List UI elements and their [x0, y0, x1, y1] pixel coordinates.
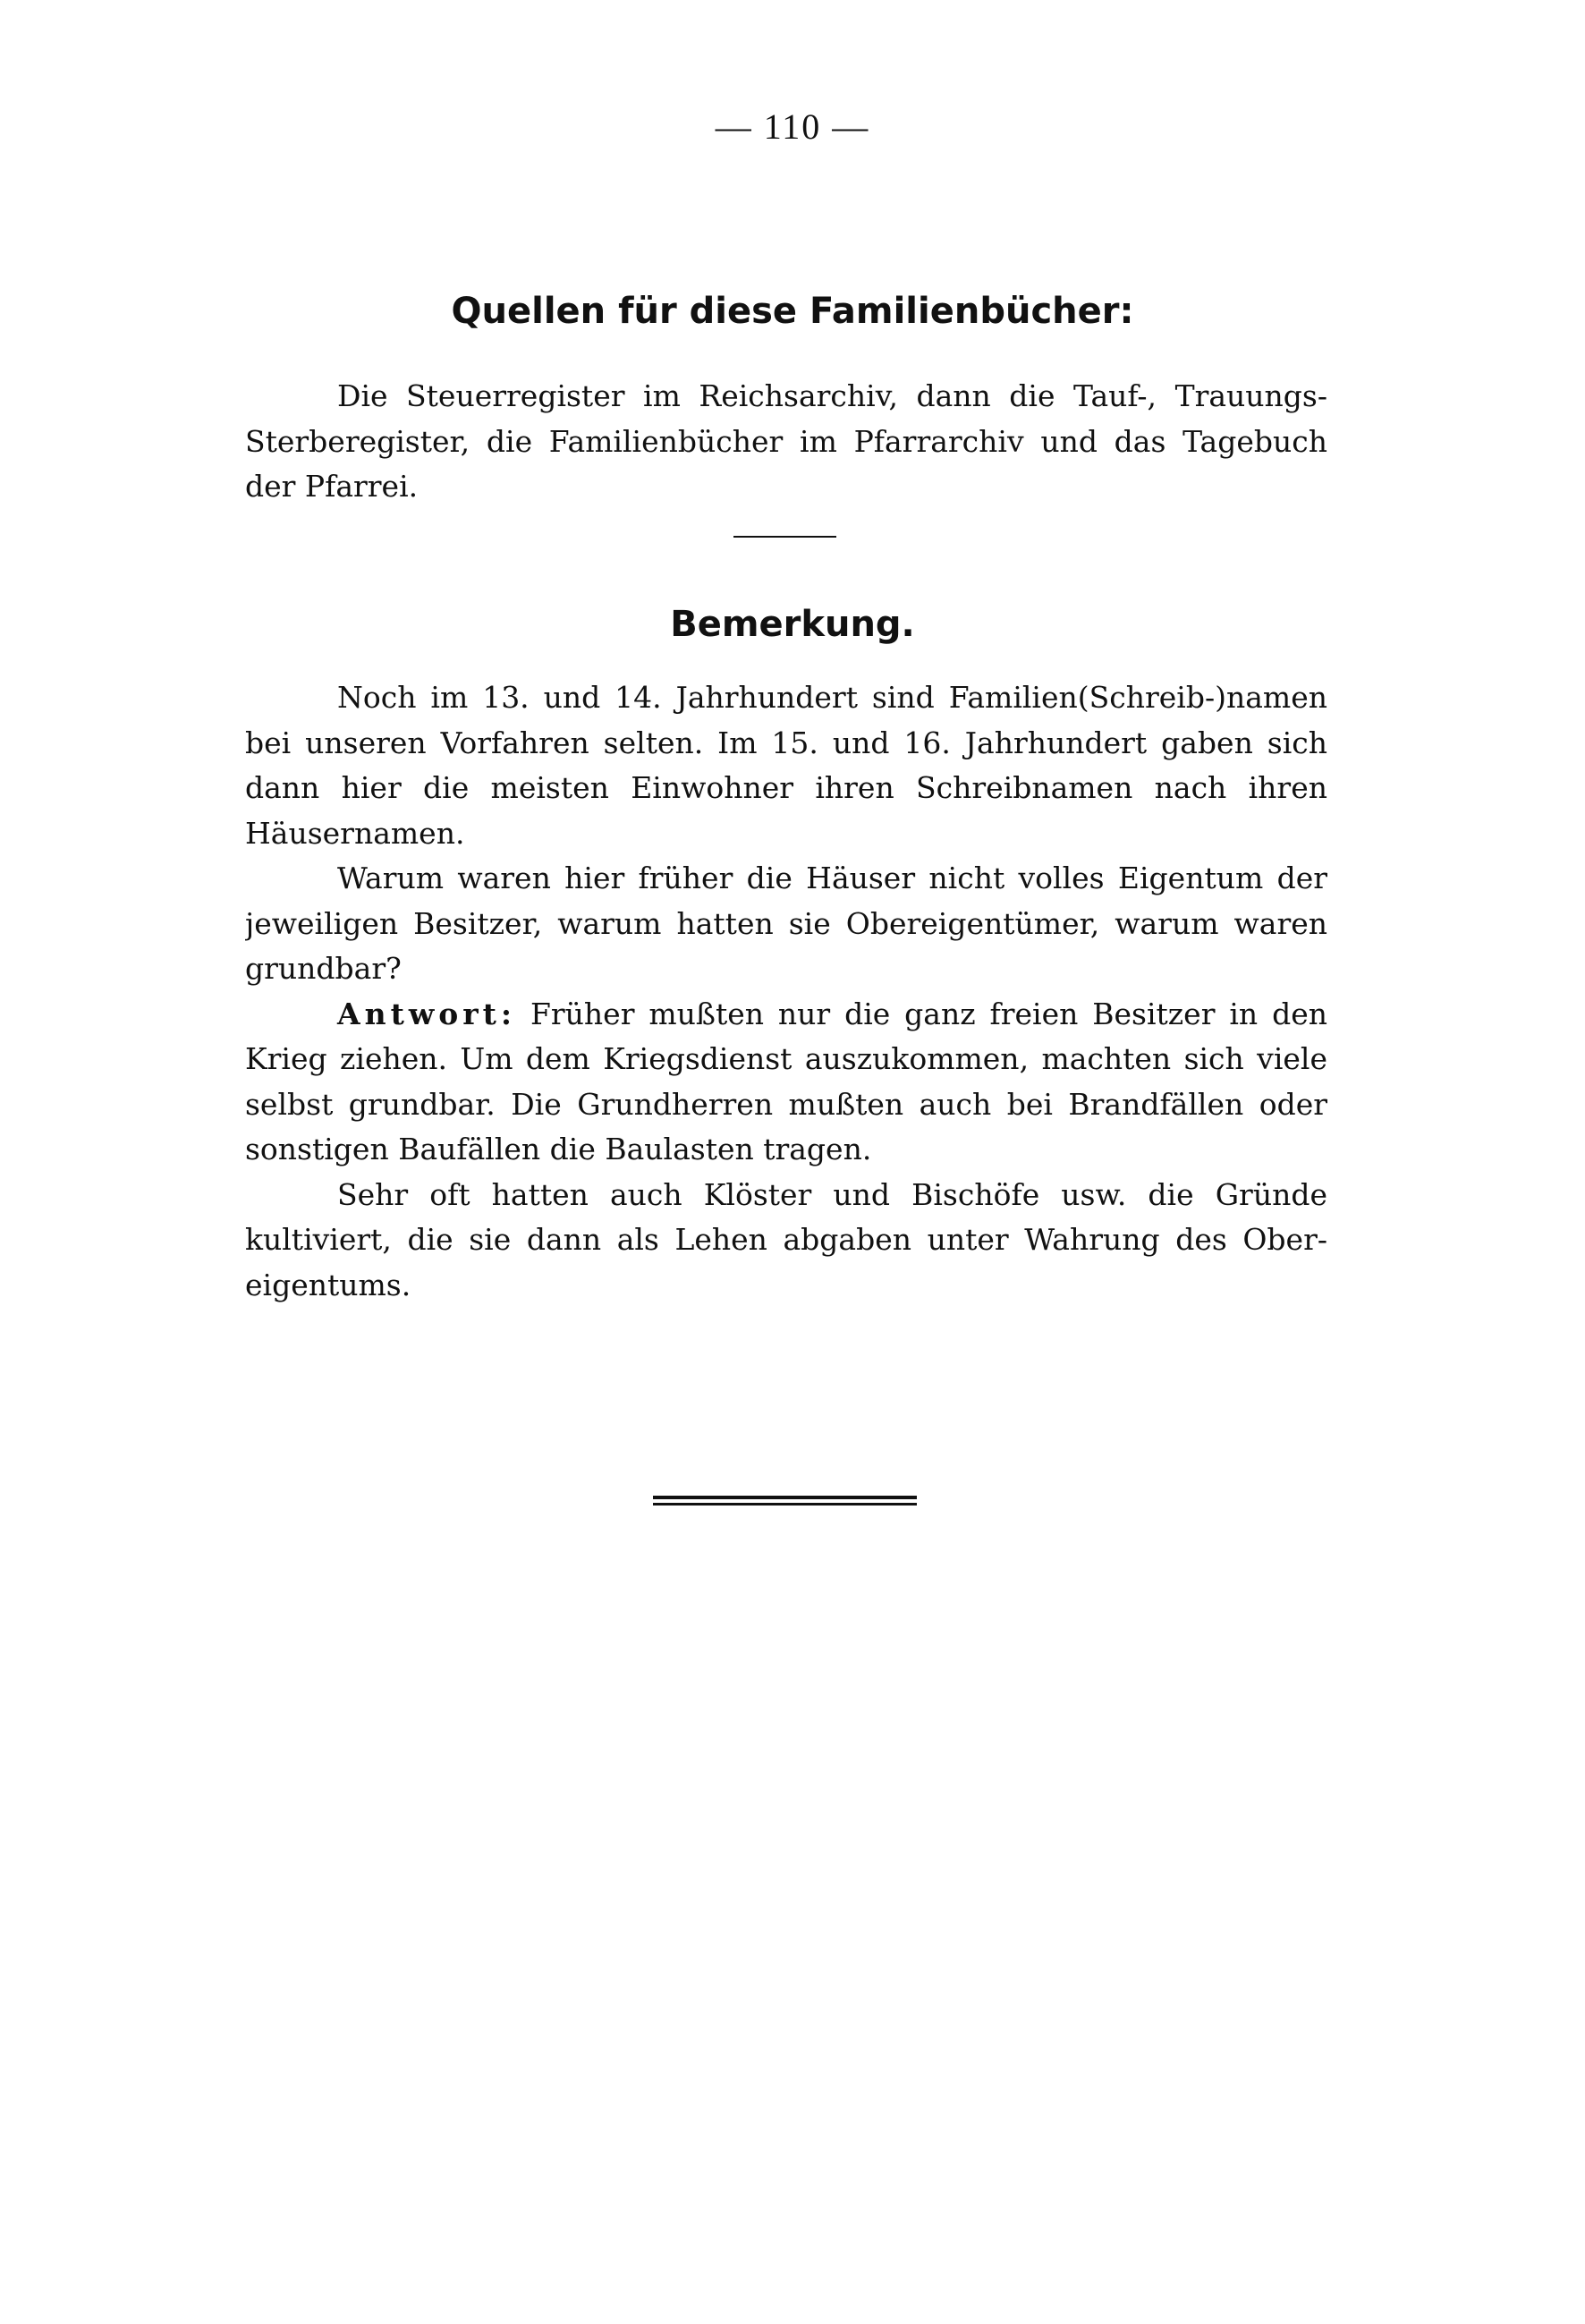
answer-label: Antwort: — [337, 996, 517, 1031]
page-number: — 110 — — [715, 106, 870, 147]
text-line: sonstigen Baufällen die Baulasten tragen. — [245, 1132, 872, 1166]
text-line: selbst grundbar. Die Grundherren mußten auch bei Brandfällen oder — [245, 1086, 1327, 1122]
divider-rule — [733, 536, 836, 538]
text-line: jeweiligen Besitzer, warum hatten sie Obereigentümer, warum waren — [245, 905, 1327, 941]
text-line: kultiviert, die sie dann als Lehen abgaben unter Wahrung des Ober- — [245, 1222, 1327, 1257]
text-line: der Pfarrei. — [245, 469, 419, 504]
remark-body — [245, 675, 1327, 1308]
text-line: Sterberegister, die Familienbücher im Pfarrarchiv und das Tagebuch — [245, 423, 1327, 459]
text-line: Krieg ziehen. Um dem Kriegsdienst auszukommen, machten sich viele — [245, 1041, 1327, 1076]
text-line: Warum waren hier früher die Häuser nicht volles Eigentum der — [337, 861, 1327, 895]
end-double-rule-top — [653, 1496, 917, 1499]
sources-heading: Quellen für diese Familienbücher: — [451, 291, 1134, 332]
text-line: Häusernamen. — [245, 815, 465, 851]
remark-heading: Bemerkung. — [670, 604, 915, 645]
text-fragment: Früher mußten nur die ganz freien Besitzer in den — [530, 996, 1327, 1031]
sources-paragraph — [245, 374, 1327, 510]
text-line: bei unseren Vorfahren selten. Im 15. und 16. Jahrhundert gaben sich — [245, 725, 1327, 760]
text-line: Sehr oft hatten auch Klöster und Bischöfe usw. die Gründe — [337, 1176, 1327, 1212]
text-line: Die Steuerregister im Reichsarchiv, dann die Tauf-, Trauungs- — [337, 378, 1327, 413]
text-line: grundbar? — [245, 951, 402, 986]
text-line: Noch im 13. und 14. Jahrhundert sind Familien(Schreib-)namen — [337, 680, 1327, 715]
answer-line — [245, 992, 1327, 1038]
text-line: eigentums. — [245, 1267, 411, 1302]
text-line: dann hier die meisten Einwohner ihren Schreibnamen nach ihren — [245, 770, 1327, 805]
end-double-rule-bottom — [653, 1503, 917, 1506]
